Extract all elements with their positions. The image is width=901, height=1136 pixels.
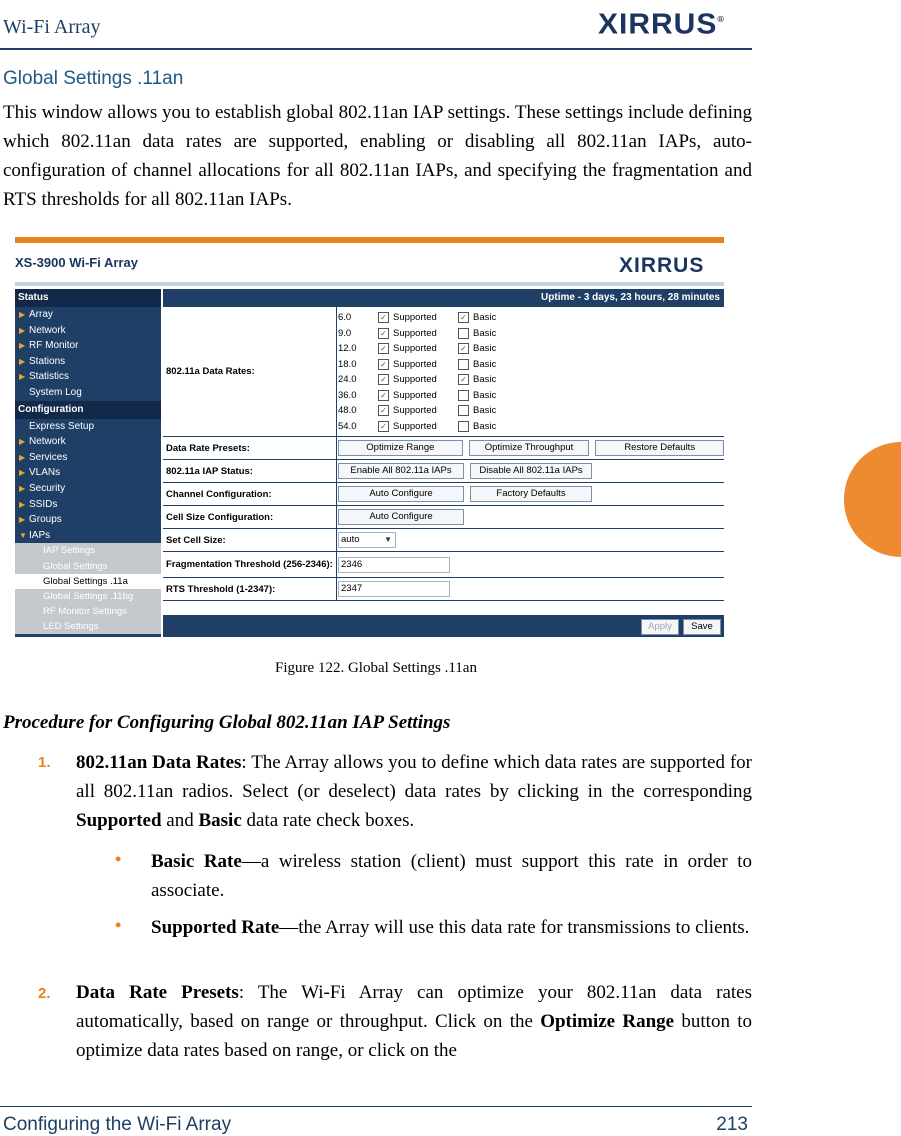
nav-item-rf-monitor[interactable]: ▶ RF Monitor <box>15 338 161 354</box>
supported-checkbox[interactable]: ✓ <box>378 328 389 339</box>
step1-paragraph: 802.11an Data Rates: The Array allows you to define which data rates are supported for all 802.11an radios. Select (or deselect) data rates by clicking in the corresponding Supported and Basic data rate check boxes. <box>76 752 752 831</box>
iap-status-label: 802.11a IAP Status: <box>163 460 337 482</box>
supported-checkbox[interactable]: ✓ <box>378 421 389 432</box>
nav-group-configuration[interactable]: Configuration <box>15 401 161 419</box>
row-channel-configuration <box>163 483 724 506</box>
arrow-right-icon: ▶ <box>19 483 26 493</box>
nav-item-iaps[interactable]: ▼ IAPs <box>15 528 161 544</box>
arrow-right-icon: ▶ <box>19 515 26 525</box>
disable-all-iaps-button[interactable]: Disable All 802.11a IAPs <box>470 463 592 479</box>
nav-item-services[interactable]: ▶ Services <box>15 450 161 466</box>
arrow-right-icon: ▶ <box>19 372 26 382</box>
rate-row: 36.0 ✓ Supported Basic <box>338 389 497 401</box>
rts-label: RTS Threshold (1-2347): <box>163 578 337 600</box>
orange-top-bar <box>15 237 724 243</box>
nav-item-security[interactable]: ▶ Security <box>15 481 161 497</box>
nav-subitem-led-settings[interactable]: LED Settings <box>15 619 161 634</box>
arrow-right-icon: ▶ <box>19 310 26 319</box>
data-rates-label: 802.11a Data Rates: <box>163 307 337 436</box>
supported-checkbox[interactable]: ✓ <box>378 359 389 370</box>
nav-subitem-iap-settings[interactable]: IAP Settings <box>15 543 161 558</box>
supported-checkbox[interactable]: ✓ <box>378 390 389 401</box>
sidebar-nav <box>15 289 161 637</box>
app-title: XS-3900 Wi-Fi Array <box>15 255 138 270</box>
uptime-bar: Uptime - 3 days, 23 hours, 28 minutes <box>163 289 724 307</box>
presets-label: Data Rate Presets: <box>163 437 337 459</box>
procedure-title: Procedure for Configuring Global 802.11an IAP Settings <box>3 712 451 733</box>
auto-configure-button[interactable]: Auto Configure <box>338 486 464 502</box>
nav-subitem-rf-monitor-settings[interactable]: RF Monitor Settings <box>15 604 161 619</box>
step2-paragraph: Data Rate Presets: The Wi-Fi Array can optimize your 802.11an data rates automatically, based on range or throughput. Click on the Optimize Range button to optimize data rates based on range, or click on the <box>76 982 752 1061</box>
basic-checkbox[interactable]: ✓ <box>458 343 469 354</box>
optimize-range-button[interactable]: Optimize Range <box>338 440 463 456</box>
rate-row: 48.0 ✓ Supported Basic <box>338 405 497 417</box>
page-number: 213 <box>716 1114 748 1135</box>
arrow-right-icon: ▶ <box>19 356 26 366</box>
screenshot-figure <box>15 237 724 637</box>
basic-checkbox[interactable] <box>458 359 469 370</box>
screenshot-logo: XIRRUS <box>619 254 705 277</box>
step-number: 2. <box>38 985 51 1002</box>
bullet-supported-rate: Supported Rate—the Array will use this data rate for transmissions to clients. <box>151 917 750 938</box>
rts-input[interactable]: 2347 <box>338 581 450 597</box>
cell-size-select[interactable]: auto ▼ <box>338 532 396 548</box>
title-separator <box>15 282 724 286</box>
footer-divider <box>0 1106 752 1107</box>
arrow-down-icon: ▼ <box>19 530 27 540</box>
basic-checkbox[interactable]: ✓ <box>458 374 469 385</box>
nav-item-ssids[interactable]: ▶ SSIDs <box>15 497 161 513</box>
nav-item-system-log[interactable]: System Log <box>29 386 82 398</box>
cell-size-config-label: Cell Size Configuration: <box>163 506 337 528</box>
basic-checkbox[interactable] <box>458 405 469 416</box>
restore-defaults-button[interactable]: Restore Defaults <box>595 440 724 456</box>
intro-paragraph: This window allows you to establish global 802.11an IAP settings. These settings include defining which 802.11an data rates are supported, enabling or disabling all 802.11an IAPs, auto-configuration of channel allocations for all 802.11an IAPs, and specifying the fragmentation and RTS thresholds for all 802.11an IAPs. <box>3 102 752 210</box>
factory-defaults-button[interactable]: Factory Defaults <box>470 486 592 502</box>
nav-item-array[interactable]: ▶ Array <box>15 307 161 323</box>
nav-subitem-global-settings[interactable]: Global Settings <box>15 559 161 574</box>
bullet-icon: • <box>115 849 122 869</box>
nav-item-config-network[interactable]: ▶ Network <box>15 434 161 450</box>
arrow-right-icon: ▶ <box>19 468 26 478</box>
fragmentation-input[interactable]: 2346 <box>338 557 450 573</box>
footer-chapter: Configuring the Wi-Fi Array <box>3 1114 232 1135</box>
nav-subitem-global-settings-11a[interactable]: Global Settings .11a <box>15 574 161 589</box>
nav-subitem-global-settings-11bg[interactable]: Global Settings .11bg <box>15 589 161 604</box>
supported-checkbox[interactable]: ✓ <box>378 343 389 354</box>
rate-row: 18.0 ✓ Supported Basic <box>338 358 497 370</box>
set-cell-size-label: Set Cell Size: <box>163 529 337 551</box>
row-data-rate-presets <box>163 437 724 460</box>
action-bar <box>163 615 724 637</box>
figure-caption: Figure 122. Global Settings .11an <box>275 660 477 676</box>
row-cell-size-configuration <box>163 506 724 529</box>
arrow-right-icon: ▶ <box>19 452 26 462</box>
rate-row: 12.0 ✓ Supported ✓ Basic <box>338 343 497 355</box>
rate-row: 54.0 ✓ Supported Basic <box>338 420 497 432</box>
row-rts-threshold <box>163 578 724 601</box>
basic-checkbox[interactable] <box>458 328 469 339</box>
settings-panel <box>163 289 724 637</box>
supported-checkbox[interactable]: ✓ <box>378 312 389 323</box>
rate-row: 9.0 ✓ Supported Basic <box>338 327 497 339</box>
rate-list <box>338 310 496 434</box>
bullet-icon: • <box>115 915 122 935</box>
bullet-basic-rate: Basic Rate—a wireless station (client) must support this rate in order to associate. <box>151 851 753 901</box>
arrow-right-icon: ▶ <box>19 499 26 509</box>
nav-item-express-setup[interactable]: Express Setup <box>29 420 95 432</box>
rate-row: 24.0 ✓ Supported ✓ Basic <box>338 374 497 386</box>
nav-item-stations[interactable]: ▶ Stations <box>15 354 161 370</box>
nav-item-network[interactable]: ▶ Network <box>15 323 161 339</box>
optimize-throughput-button[interactable]: Optimize Throughput <box>469 440 590 456</box>
chapter-tab-marker <box>844 442 901 557</box>
channel-configuration-label: Channel Configuration: <box>163 483 337 505</box>
basic-checkbox[interactable] <box>458 421 469 432</box>
fragmentation-label: Fragmentation Threshold (256-2346): <box>163 552 337 577</box>
chevron-down-icon: ▼ <box>384 535 392 544</box>
arrow-right-icon: ▶ <box>19 325 26 335</box>
nav-item-vlans[interactable]: ▶ VLANs <box>15 465 161 481</box>
row-fragmentation-threshold <box>163 552 724 578</box>
supported-checkbox[interactable]: ✓ <box>378 374 389 385</box>
nav-item-statistics[interactable]: ▶ Statistics <box>15 369 161 385</box>
cell-auto-configure-button[interactable]: Auto Configure <box>338 509 464 525</box>
row-iap-status <box>163 460 724 483</box>
supported-checkbox[interactable]: ✓ <box>378 405 389 416</box>
xirrus-logo: XIRRUS® <box>598 8 725 41</box>
header-divider <box>0 48 752 50</box>
arrow-right-icon: ▶ <box>19 437 26 447</box>
basic-checkbox[interactable] <box>458 390 469 401</box>
save-button[interactable]: Save <box>683 619 721 635</box>
basic-checkbox[interactable]: ✓ <box>458 312 469 323</box>
nav-item-groups[interactable]: ▶ Groups <box>15 512 161 528</box>
step-number: 1. <box>38 754 51 771</box>
nav-group-status[interactable]: Status <box>15 289 161 307</box>
rate-row: 6.0 ✓ Supported ✓ Basic <box>338 312 497 324</box>
apply-button[interactable]: Apply <box>641 619 679 635</box>
enable-all-iaps-button[interactable]: Enable All 802.11a IAPs <box>338 463 464 479</box>
document-title: Wi-Fi Array <box>3 16 101 38</box>
row-data-rates <box>163 307 724 437</box>
row-set-cell-size <box>163 529 724 552</box>
arrow-right-icon: ▶ <box>19 341 26 351</box>
section-title: Global Settings .11an <box>3 68 184 89</box>
